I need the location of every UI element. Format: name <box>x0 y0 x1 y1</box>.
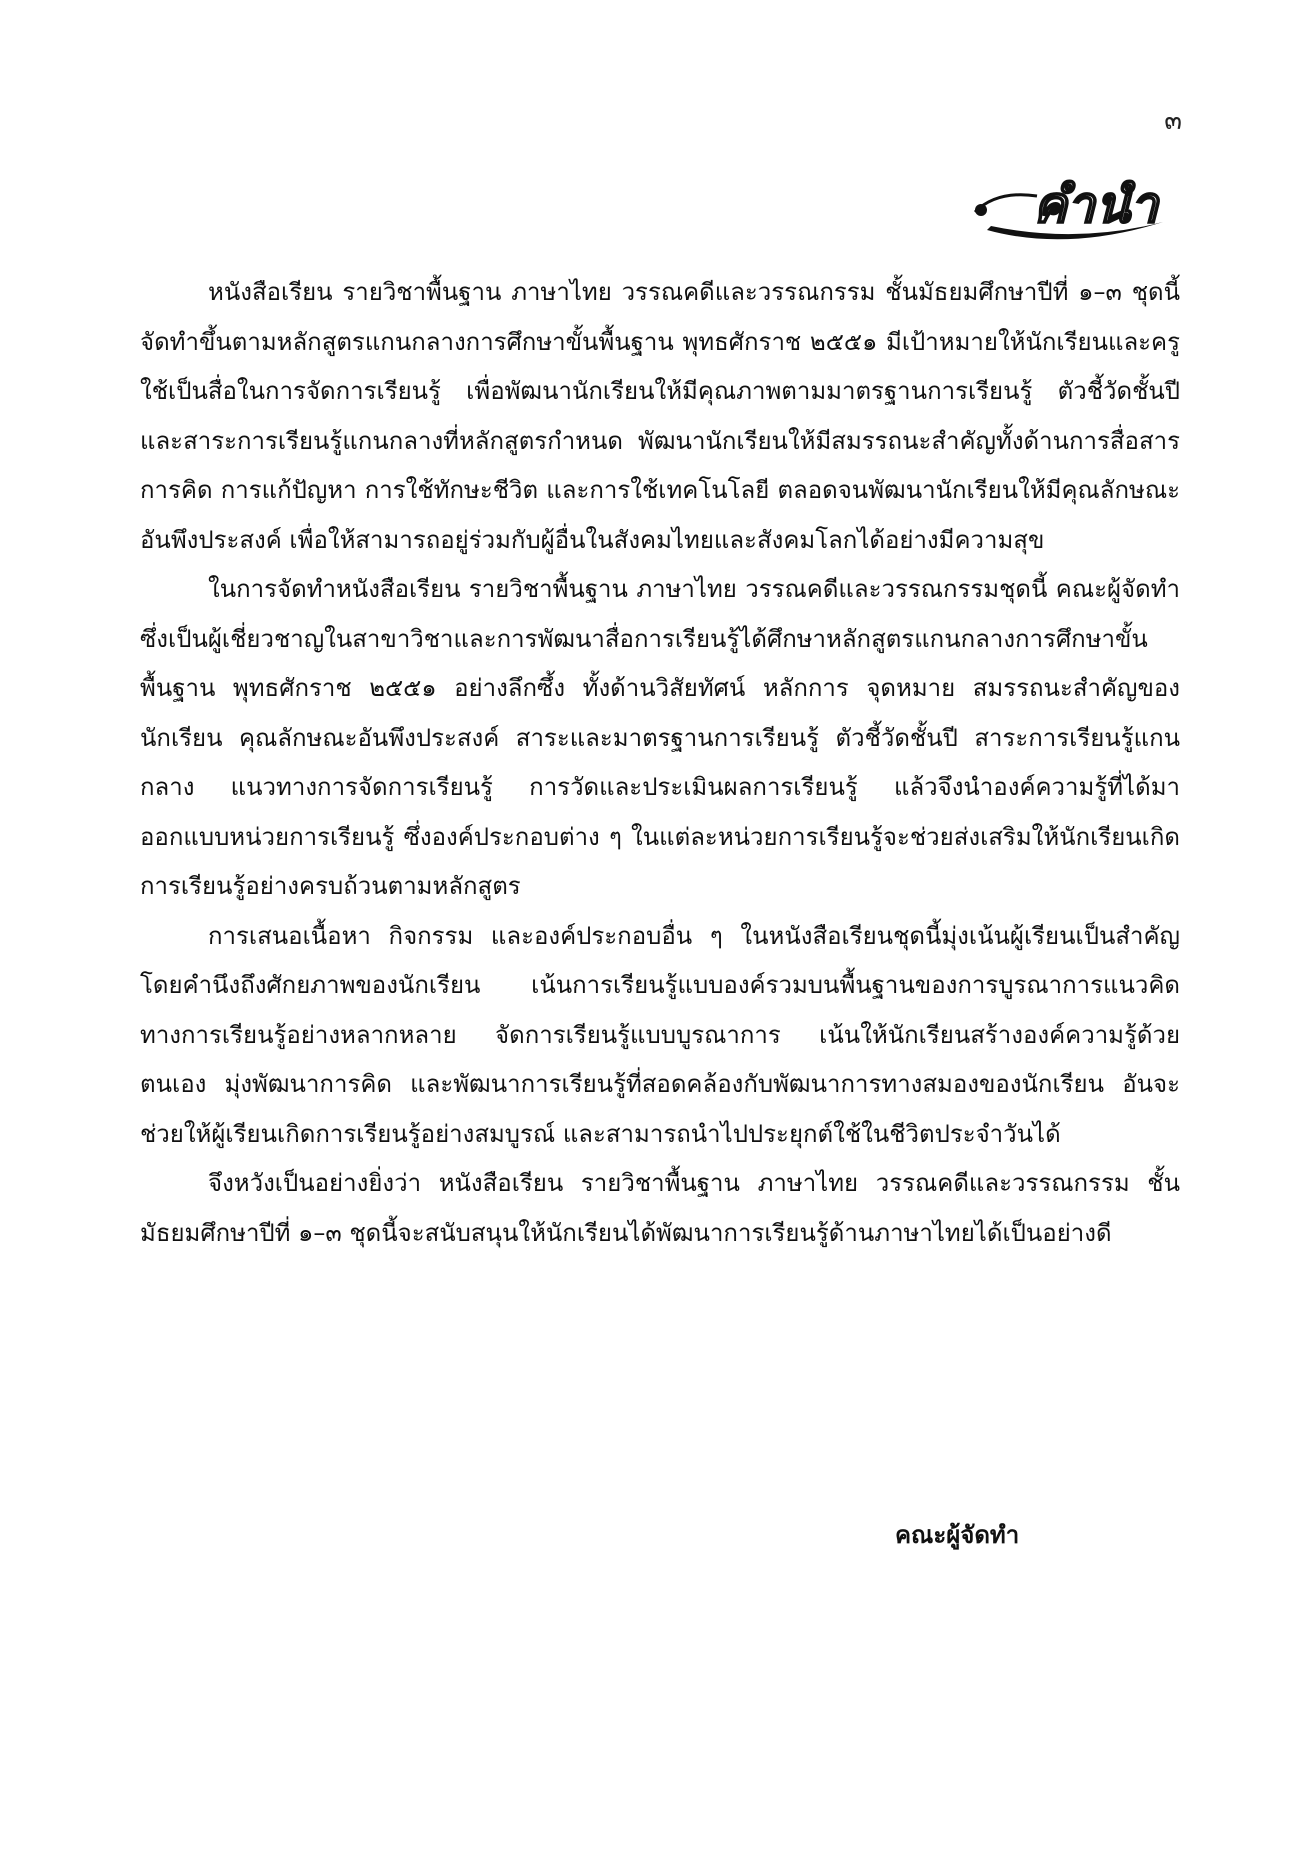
paragraph: จึงหวังเป็นอย่างยิ่งว่า หนังสือเรียน รายวิชาพื้นฐาน ภาษาไทย วรรณคดีและวรรณกรรม ชั้นมัธยมศึกษาปีที่ ๑–๓ ชุดนี้จะสนับสนุนให้นักเรียนได้พัฒนาการเรียนรู้ด้านภาษาไทยได้เป็นอย่างดี <box>140 1169 1180 1247</box>
page-title: คำนำ <box>1033 175 1159 234</box>
title-banner <box>967 160 1167 252</box>
paragraph: หนังสือเรียน รายวิชาพื้นฐาน ภาษาไทย วรรณคดีและวรรณกรรม ชั้นมัธยมศึกษาปีที่ ๑–๓ ชุดนี้จัดทำขึ้นตามหลักสูตรแกนกลางการศึกษาขั้นพื้นฐาน พุทธศักราช ๒๕๕๑ มีเป้าหมายให้นักเรียนและครู ใช้เป็นสื่อในการจัดการเรียนรู้ เพื่อพัฒนานักเรียนให้มีคุณภาพตามมาตรฐานการเรียนรู้ ตัวชี้วัดชั้นปี และสาระการเรียนรู้แกนกลางที่หลักสูตรกำหนด พัฒนานักเรียนให้มีสมรรถนะสำคัญทั้งด้านการสื่อสาร การคิด การแก้ปัญหา การใช้ทักษะชีวิต และการใช้เทคโนโลยี ตลอดจนพัฒนานักเรียนให้มีคุณลักษณะอันพึงประสงค์ เพื่อให้สามารถอยู่ร่วมกับผู้อื่นในสังคมไทยและสังคมโลกได้อย่างมีความสุข <box>140 278 1180 554</box>
paragraph: การเสนอเนื้อหา กิจกรรม และองค์ประกอบอื่น ๆ ในหนังสือเรียนชุดนี้มุ่งเน้นผู้เรียนเป็นสำคัญ โดยคำนึงถึงศักยภาพของนักเรียน เน้นการเรียนรู้แบบองค์รวมบนพื้นฐานของการบูรณาการแนวคิดทางการเรียนรู้อย่างหลากหลาย จัดการเรียนรู้แบบบูรณาการ เน้นให้นักเรียนสร้างองค์ความรู้ด้วยตนเอง มุ่งพัฒนาการคิด และพัฒนาการเรียนรู้ที่สอดคล้องกับพัฒนาการทางสมองของนักเรียน อันจะช่วยให้ผู้เรียนเกิดการเรียนรู้อย่างสมบูรณ์ และสามารถนำไปประยุกต์ใช้ในชีวิตประจำวันได้ <box>140 921 1180 1148</box>
signature: คณะผู้จัดทำ <box>895 1521 1020 1549</box>
page-number: ๓ <box>1164 106 1182 136</box>
paragraph: ในการจัดทำหนังสือเรียน รายวิชาพื้นฐาน ภาษาไทย วรรณคดีและวรรณกรรมชุดนี้ คณะผู้จัดทำซึ่งเป็นผู้เชี่ยวชาญในสาขาวิชาและการพัฒนาสื่อการเรียนรู้ได้ศึกษาหลักสูตรแกนกลางการศึกษาขั้นพื้นฐาน พุทธศักราช ๒๕๕๑ อย่างลึกซึ้ง ทั้งด้านวิสัยทัศน์ หลักการ จุดหมาย สมรรถนะสำคัญของนักเรียน คุณลักษณะอันพึงประสงค์ สาระและมาตรฐานการเรียนรู้ ตัวชี้วัดชั้นปี สาระการเรียนรู้แกนกลาง แนวทางการจัดการเรียนรู้ การวัดและประเมินผลการเรียนรู้ แล้วจึงนำองค์ความรู้ที่ได้มาออกแบบหน่วยการเรียนรู้ ซึ่งองค์ประกอบต่าง ๆ ในแต่ละหน่วยการเรียนรู้จะช่วยส่งเสริมให้นักเรียนเกิดการเรียนรู้อย่างครบถ้วนตามหลักสูตร <box>140 575 1180 900</box>
preface-body <box>140 268 1180 1258</box>
